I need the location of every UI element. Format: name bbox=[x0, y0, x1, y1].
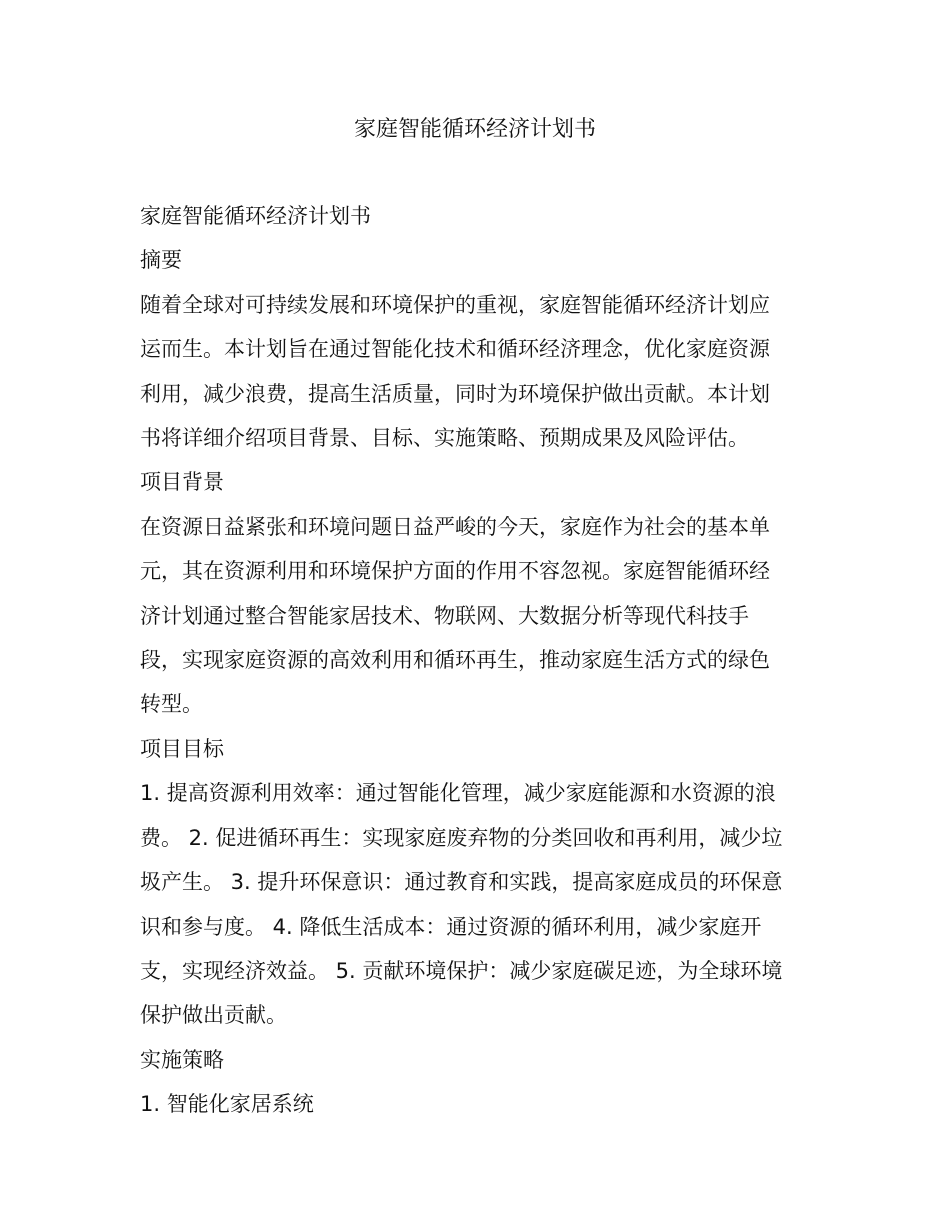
strategy-heading: 实施策略 bbox=[140, 1047, 224, 1072]
strategy-line: 1. 智能化家居系统 bbox=[140, 1092, 314, 1117]
goals-heading: 项目目标 bbox=[140, 736, 224, 761]
background-heading: 项目背景 bbox=[140, 470, 224, 495]
background-line: 在资源日益紧张和环境问题日益严峻的今天，家庭作为社会的基本单 bbox=[140, 514, 770, 539]
goals-line: 保护做出贡献。 bbox=[140, 1003, 287, 1028]
document-subtitle: 家庭智能循环经济计划书 bbox=[140, 204, 371, 228]
background-line: 转型。 bbox=[140, 692, 203, 717]
goals-line: 1. 提高资源利用效率：通过智能化管理，减少家庭能源和水资源的浪 bbox=[140, 781, 776, 806]
goals-line: 识和参与度。 4. 降低生活成本：通过资源的循环利用，减少家庭开 bbox=[140, 914, 762, 939]
background-line: 济计划通过整合智能家居技术、物联网、大数据分析等现代科技手 bbox=[140, 603, 749, 628]
goals-line: 支，实现经济效益。 5. 贡献环境保护：减少家庭碳足迹，为全球环境 bbox=[140, 958, 783, 983]
background-line: 元，其在资源利用和环境保护方面的作用不容忽视。家庭智能循环经 bbox=[140, 559, 770, 584]
abstract-line: 利用，减少浪费，提高生活质量，同时为环境保护做出贡献。本计划 bbox=[140, 381, 770, 406]
goals-line: 圾产生。 3. 提升环保意识：通过教育和实践，提高家庭成员的环保意 bbox=[140, 870, 783, 895]
goals-line: 费。 2. 促进循环再生：实现家庭废弃物的分类回收和再利用，减少垃 bbox=[140, 825, 783, 850]
document-title: 家庭智能循环经济计划书 bbox=[353, 117, 596, 142]
abstract-line: 运而生。本计划旨在通过智能化技术和循环经济理念，优化家庭资源 bbox=[140, 337, 770, 362]
abstract-line: 书将详细介绍项目背景、目标、实施策略、预期成果及风险评估。 bbox=[140, 426, 749, 451]
document-body bbox=[140, 194, 812, 1127]
abstract-line: 随着全球对可持续发展和环境保护的重视，家庭智能循环经济计划应 bbox=[140, 292, 770, 317]
background-line: 段，实现家庭资源的高效利用和循环再生，推动家庭生活方式的绿色 bbox=[140, 648, 770, 673]
abstract-heading: 摘要 bbox=[140, 248, 182, 273]
